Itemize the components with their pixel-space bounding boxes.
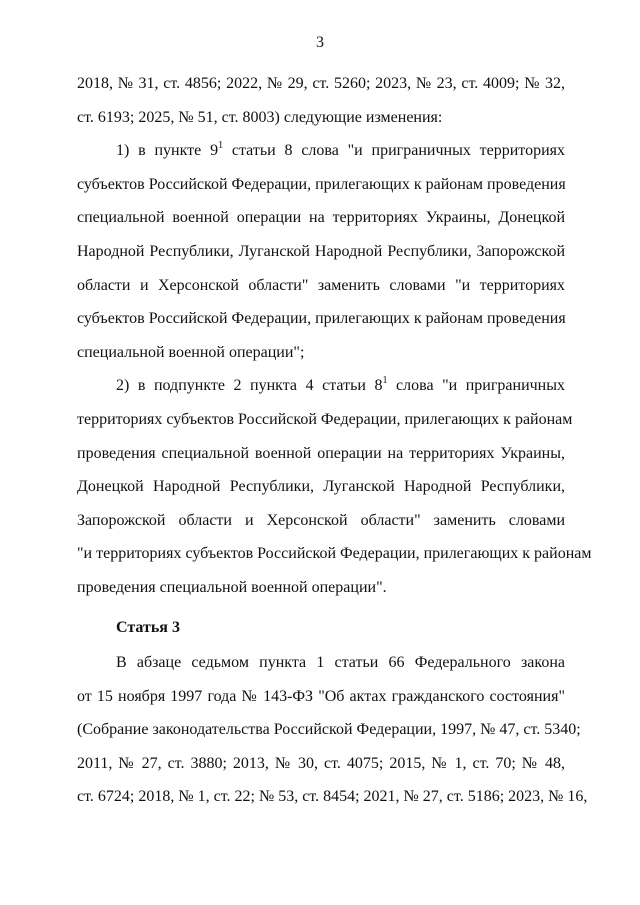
superscript: 1 xyxy=(382,375,388,387)
text-line: проведения специальной военной операции". xyxy=(77,578,387,596)
text-line: специальной военной операции на территориях Украины, Донецкой xyxy=(77,209,565,227)
text-line: специальной военной операции"; xyxy=(77,343,305,361)
text-line: 2011, № 27, ст. 3880; 2013, № 30, ст. 4075; 2015, № 1, ст. 70; № 48, xyxy=(77,754,565,772)
document-body xyxy=(77,67,592,814)
article-3-first-line: В абзаце седьмом пункта 1 статьи 66 Федерального закона xyxy=(116,654,565,672)
text-line: территориях субъектов Российской Федерации, прилегающих к районам xyxy=(77,410,573,428)
text-line: 2018, № 31, ст. 4856; 2022, № 29, ст. 5260; 2023, № 23, ст. 4009; № 32, xyxy=(77,75,565,92)
superscript: 1 xyxy=(218,140,224,152)
item-1-first-line xyxy=(77,134,565,168)
page-number: 3 xyxy=(316,34,324,51)
text-fragment: слова "и приграничных xyxy=(387,377,565,395)
text-line: субъектов Российской Федерации, прилегающих к районам проведения xyxy=(77,175,566,193)
text-line: проведения специальной военной операции на территориях Украины, xyxy=(77,444,565,462)
text-line: ст. 6193; 2025, № 51, ст. 8003) следующие изменения: xyxy=(77,108,443,126)
text-line: области и Херсонской области" заменить словами "и территориях xyxy=(77,276,565,294)
text-line: ст. 6724; 2018, № 1, ст. 22; № 53, ст. 8454; 2021, № 27, ст. 5186; 2023, № 16, xyxy=(77,788,588,806)
text-line: субъектов Российской Федерации, прилегающих к районам проведения xyxy=(77,310,566,328)
text-fragment: статьи 8 слова "и приграничных территориях xyxy=(223,142,565,160)
text-fragment: 1) в пункте 9 xyxy=(116,142,219,160)
article-heading: Статья 3 xyxy=(116,618,180,636)
text-line: (Собрание законодательства Российской Федерации, 1997, № 47, ст. 5340; xyxy=(77,721,581,739)
text-line: от 15 ноября 1997 года № 143-ФЗ "Об актах гражданского состояния" xyxy=(77,687,565,705)
text-line: "и территориях субъектов Российской Федерации, прилегающих к районам xyxy=(77,545,592,563)
item-2-first-line xyxy=(77,369,565,403)
text-line: Запорожской области и Херсонской области" заменить словами xyxy=(77,511,565,529)
text-line: Народной Республики, Луганской Народной Республики, Запорожской xyxy=(77,242,565,260)
text-fragment: 2) в подпункте 2 пункта 4 статьи 8 xyxy=(116,377,383,395)
text-line: Донецкой Народной Республики, Луганской Народной Республики, xyxy=(77,478,565,496)
